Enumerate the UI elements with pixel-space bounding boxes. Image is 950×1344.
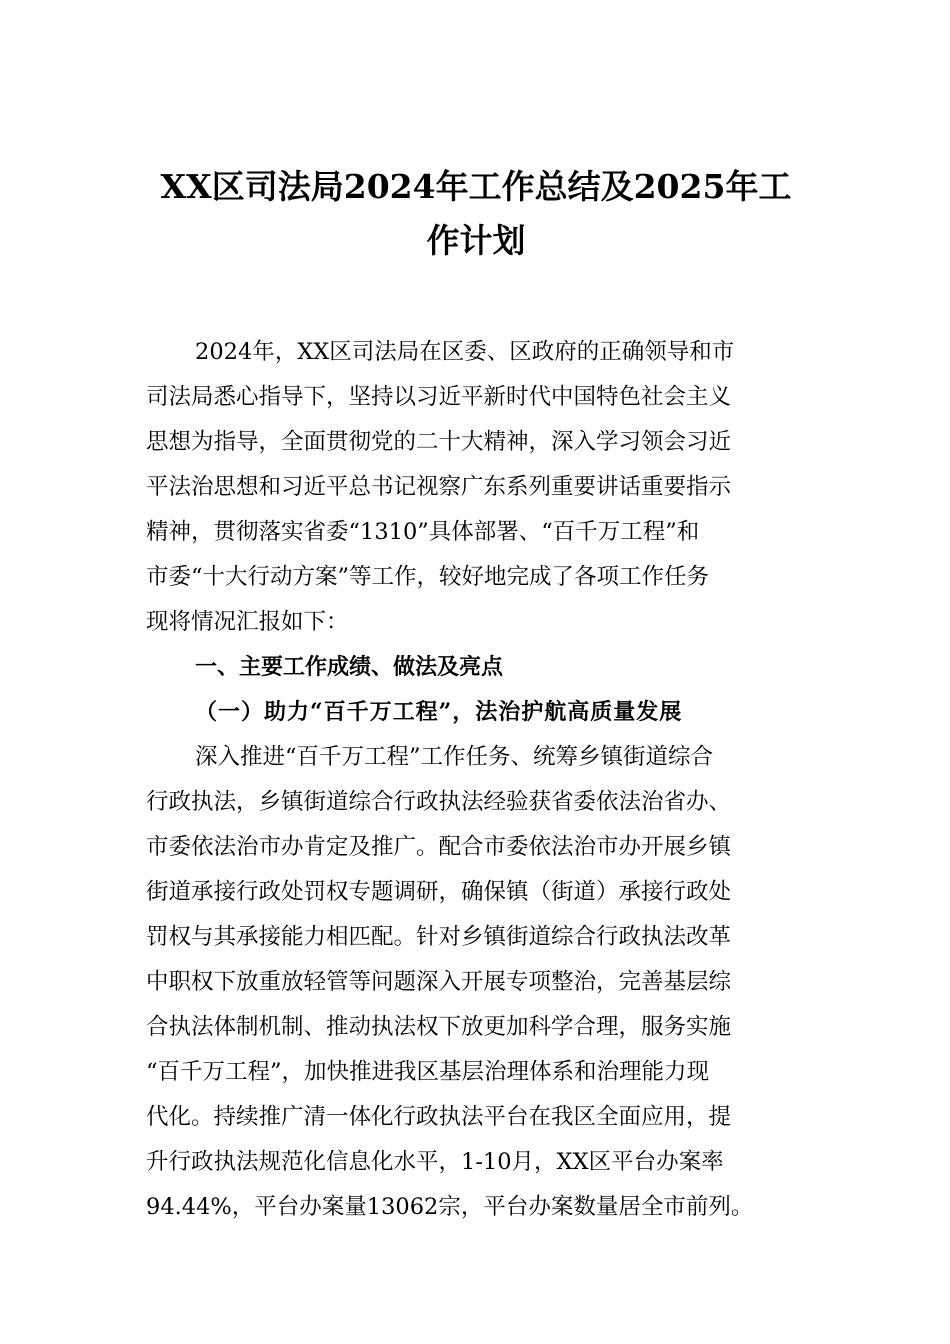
text-line: 市委依法治市办肯定及推广。配合市委依法治市办开展乡镇 [146, 834, 732, 860]
title-line: XX区司法局2024年工作总结及2025年工 [160, 167, 792, 206]
text-line: 94.44%，平台办案量13062宗，平台办案数量居全市前列。 [146, 1194, 754, 1220]
document-title [146, 160, 806, 268]
text-line: 2024年，XX区司法局在区委、区政府的正确领导和市 [195, 339, 735, 365]
text-line: 市委“十大行动方案”等工作，较好地完成了各项工作任务 [146, 564, 710, 590]
text-line: 司法局悉心指导下，坚持以习近平新时代中国特色社会主义 [146, 384, 732, 410]
intro-paragraph [146, 330, 806, 645]
text-line: 合执法体制机制、推动执法权下放更加科学合理，服务实施 [146, 1014, 732, 1040]
text-line: 平法治思想和习近平总书记视察广东系列重要讲话重要指示 [146, 474, 732, 500]
subsection-heading-1: （一）助力“百千万工程”，法治护航高质量发展 [195, 699, 683, 725]
text-line: 中职权下放重放轻管等问题深入开展专项整治，完善基层综 [146, 969, 732, 995]
text-line: 深入推进“百千万工程”工作任务、统筹乡镇街道综合 [195, 744, 714, 770]
text-line: 升行政执法规范化信息化水平，1-10月，XX区平台办案率 [146, 1149, 724, 1175]
text-line: 街道承接行政处罚权专题调研，确保镇（街道）承接行政处 [146, 879, 732, 905]
text-line: 现将情况汇报如下： [146, 609, 349, 635]
text-line: “百千万工程”，加快推进我区基层治理体系和治理能力现 [146, 1059, 710, 1085]
text-line: 代化。持续推广清一体化行政执法平台在我区全面应用，提 [146, 1104, 732, 1130]
document-body [146, 330, 806, 1230]
text-line: 行政执法，乡镇街道综合行政执法经验获省委依法治省办、 [146, 789, 732, 815]
title-line: 作计划 [426, 221, 526, 260]
text-line: 思想为指导，全面贯彻党的二十大精神，深入学习领会习近 [146, 429, 732, 455]
section-paragraph [146, 735, 806, 1230]
text-line: 精神，贯彻落实省委“1310”具体部署、“百千万工程”和 [146, 519, 700, 545]
section-heading-1: 一、主要工作成绩、做法及亮点 [195, 655, 504, 680]
text-line: 罚权与其承接能力相匹配。针对乡镇街道综合行政执法改革 [146, 924, 732, 950]
